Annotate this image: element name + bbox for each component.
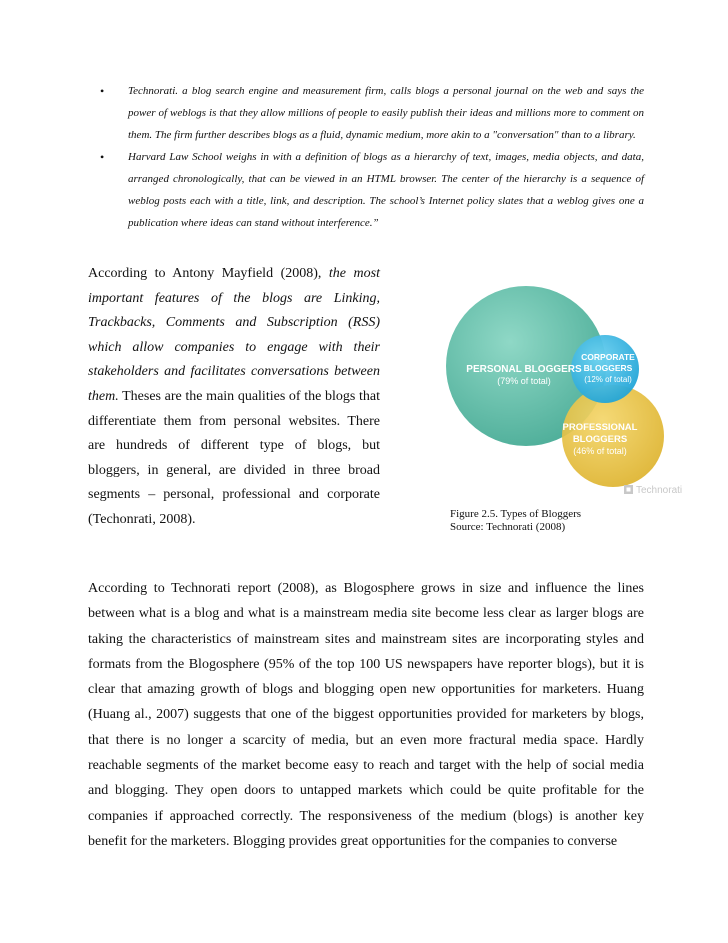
professional-bloggers-label-2: BLOGGERS: [572, 434, 628, 445]
corporate-bloggers-label-1: CORPORATE: [581, 352, 635, 362]
bullet-list: [96, 80, 644, 234]
bullet-text: Harvard Law School weighs in with a definition of blogs as a hierarchy of text, images, media objects, and data, arranged chronologically, that can be viewed in an HTML browser. The center of the hierarchy is a sequence of weblog posts each with a title, link, and description. The school’s Internet policy slates that a weblog gives one a publication where ideas can stand without interference.”: [128, 151, 644, 229]
personal-bloggers-pct: (79% of total): [497, 376, 551, 386]
bullet-item-technorati: [96, 80, 644, 146]
figure-caption: [450, 508, 581, 534]
bullet-item-harvard: [96, 146, 644, 234]
bullet-dot-icon: •: [100, 150, 105, 164]
bullet-text: Technorati. a blog search engine and measurement firm, calls blogs a personal journal on the web and says the power of weblogs is that they allow millions of people to easily publish their ideas and millions more to comment on them. The firm further describes blogs as a fluid, dynamic medium, more akin to a "conversation" than to a library.: [128, 85, 644, 141]
professional-bloggers-label-1: PROFESSIONAL: [562, 422, 638, 433]
figure-caption-title: Figure 2.5. Types of Bloggers: [450, 508, 582, 520]
corporate-bloggers-pct: (12% of total): [584, 375, 632, 384]
corporate-bloggers-label-2: BLOGGERS: [583, 363, 633, 373]
paragraph-emphasis: the most important features of the blogs are Linking, Trackbacks, Comments and Subscription (RSS) which allow companies to engage with their stakeholders and facilitates conversations between them.: [88, 266, 380, 404]
figure-caption-source: Source: Technorati (2008): [450, 521, 566, 533]
mayfield-paragraph: [88, 262, 380, 533]
types-of-bloggers-venn-diagram: [440, 272, 683, 510]
personal-bloggers-label: PERSONAL BLOGGERS: [466, 364, 582, 375]
paragraph-intro: According to Antony Mayfield (2008),: [88, 266, 329, 281]
technorati-report-paragraph: According to Technorati report (2008), as Blogosphere grows in size and influence the lines between what is a blog and what is a mainstream media site become less clear as larger blogs are taking the characteristics of mainstream sites and mainstream sites are incorporating styles and formats from the Blogosphere (95% of the top 100 US newspapers have reporter blogs), but it is clear that amazing growth of blogs and blogging open new opportunities for marketers. Huang (Huang al., 2007) suggests that one of the biggest opportunities provided for marketers by blogs, that there is no longer a scarcity of media, but an even more fractural media space. Hardly reachable segments of the market become easy to reach and target with the help of social media and blogging. They open doors to untapped markets which could be quite profitable for the companies if approached correctly. The responsiveness of the medium (blogs) is another key benefit for the marketers. Blogging provides great opportunities for the companies to converse: [88, 581, 644, 849]
technorati-watermark: Technorati: [636, 485, 683, 496]
technorati-logo-icon: [624, 485, 633, 494]
paragraph-rest: Theses are the main qualities of the blogs that differentiate them from personal websites. There are hundreds of different type of blogs, but bloggers, in general, are divided in three broad segments – personal, professional and corporate (Techonrati, 2008).: [88, 388, 380, 527]
professional-bloggers-pct: (46% of total): [573, 446, 627, 456]
bullet-dot-icon: •: [100, 84, 105, 98]
